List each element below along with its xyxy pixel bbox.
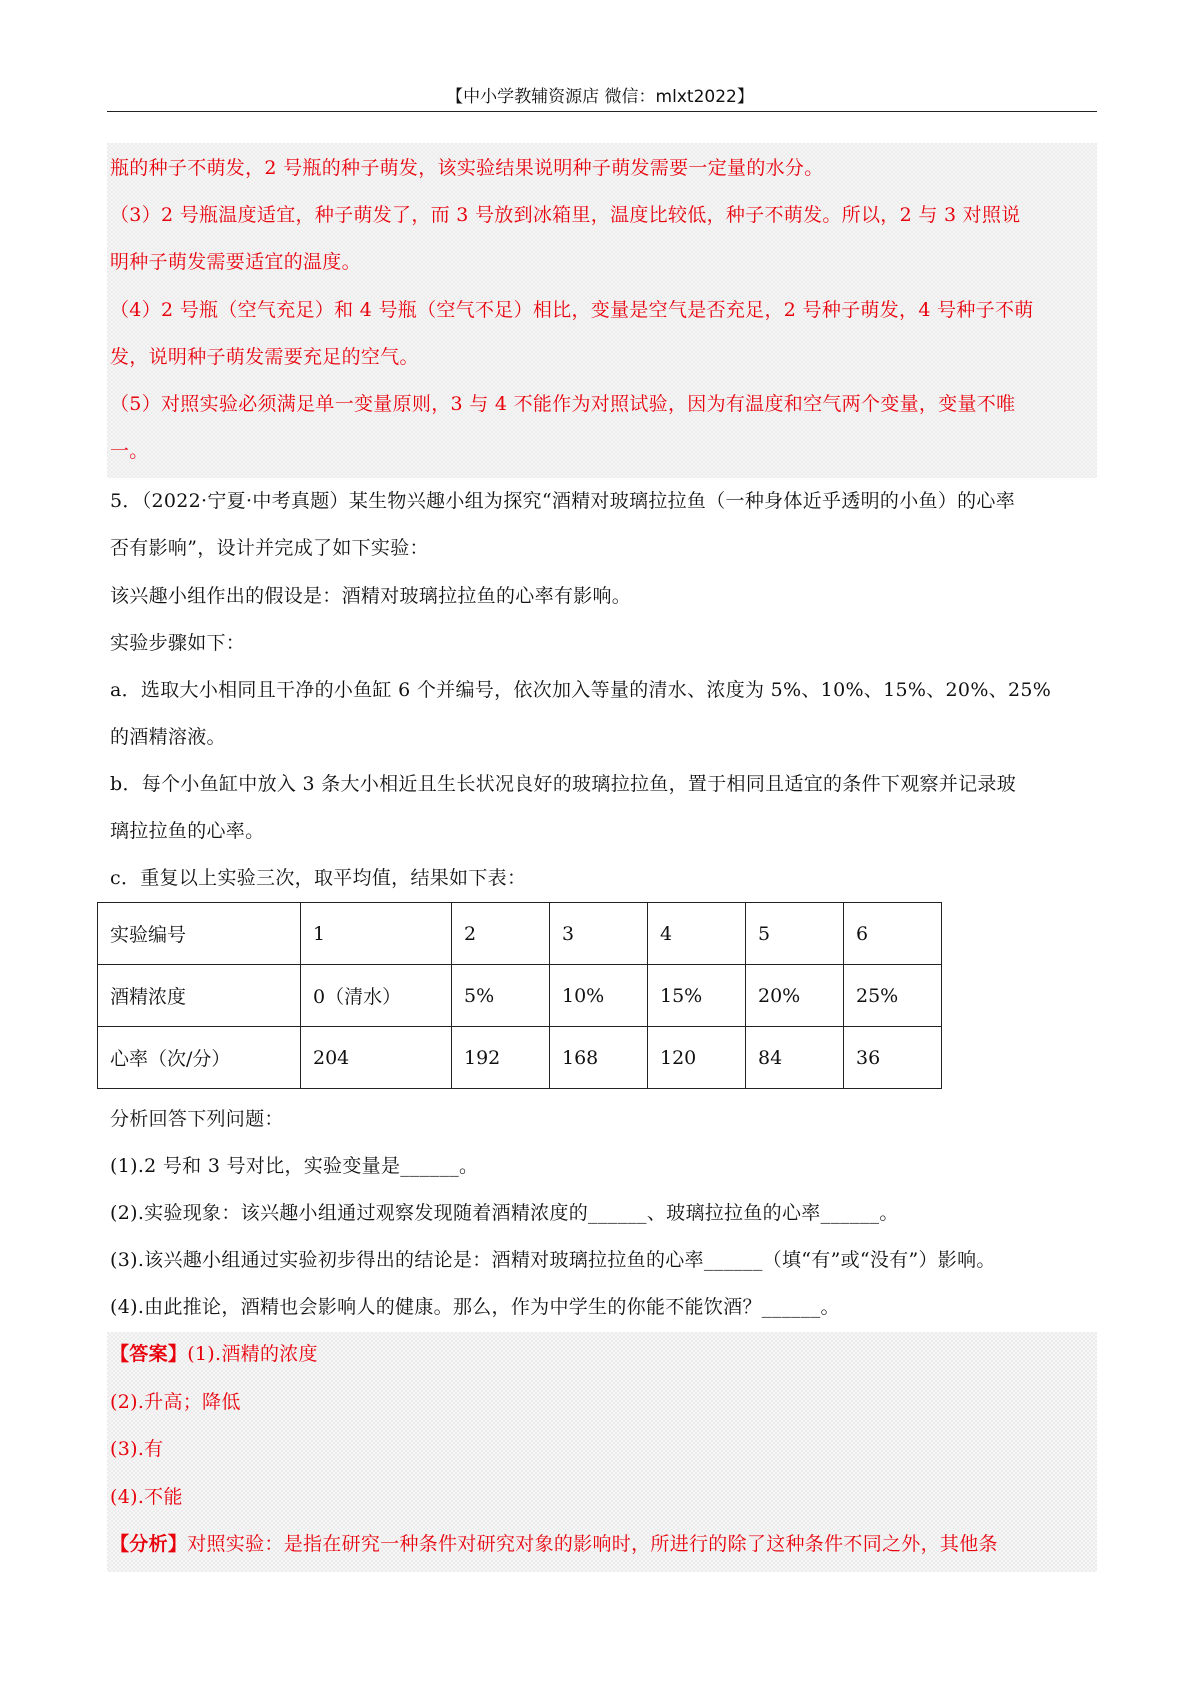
steps-heading: 实验步骤如下： xyxy=(110,632,246,654)
table-cell: 15% xyxy=(648,965,746,1027)
analysis-prompt: 分析回答下列问题： xyxy=(110,1108,284,1130)
step-a: a．选取大小相同且干净的小鱼缸 6 个并编号，依次加入等量的清水、浓度为 5%、10%、15%、20%、25% xyxy=(110,679,1052,701)
table-row xyxy=(98,903,942,965)
answer-line: (2).升高；降低 xyxy=(110,1391,241,1413)
table-cell: 120 xyxy=(648,1027,746,1089)
answer-line: (4).不能 xyxy=(110,1486,183,1508)
hypothesis-text: 该兴趣小组作出的假设是：酒精对玻璃拉拉鱼的心率有影响。 xyxy=(110,585,632,607)
table-cell: 0（清水） xyxy=(301,965,452,1027)
page-header: 【中小学教辅资源店 微信：mlxt2022】 xyxy=(446,87,754,107)
table-cell: 心率（次/分） xyxy=(98,1027,301,1089)
table-cell: 5 xyxy=(746,903,844,965)
sub-question: (1).2 号和 3 号对比，实验变量是______。 xyxy=(110,1155,479,1177)
table-cell: 4 xyxy=(648,903,746,965)
table-cell: 3 xyxy=(550,903,648,965)
analysis-tag: 【分析】 xyxy=(110,1533,188,1555)
table-cell: 25% xyxy=(844,965,942,1027)
table-cell: 204 xyxy=(301,1027,452,1089)
analysis-line xyxy=(110,1531,1100,1557)
table-row xyxy=(98,1027,942,1089)
table-cell: 5% xyxy=(452,965,550,1027)
table-cell: 10% xyxy=(550,965,648,1027)
sub-question: (2).实验现象：该兴趣小组通过观察发现随着酒精浓度的______、玻璃拉拉鱼的心率______。 xyxy=(110,1202,899,1224)
prev-answer-line: 瓶的种子不萌发，2 号瓶的种子萌发，该实验结果说明种子萌发需要一定量的水分。 xyxy=(110,157,824,179)
table-cell: 实验编号 xyxy=(98,903,301,965)
table-cell: 酒精浓度 xyxy=(98,965,301,1027)
table-cell: 2 xyxy=(452,903,550,965)
sub-question: (4).由此推论，酒精也会影响人的健康。那么，作为中学生的你能不能饮酒？______。 xyxy=(110,1296,840,1318)
step-b: b．每个小鱼缸中放入 3 条大小相近且生长状况良好的玻璃拉拉鱼，置于相同且适宜的条件下观察并记录玻 xyxy=(110,773,1017,795)
step-c: c．重复以上实验三次，取平均值，结果如下表： xyxy=(110,867,527,889)
step-b: 璃拉拉鱼的心率。 xyxy=(110,820,265,842)
table-cell: 84 xyxy=(746,1027,844,1089)
analysis-text: 对照实验：是指在研究一种条件对研究对象的影响时，所进行的除了这种条件不同之外，其他条 xyxy=(187,1533,998,1555)
prev-answer-line: 一。 xyxy=(110,440,149,462)
prev-answer-line: （5）对照实验必须满足单一变量原则，3 与 4 不能作为对照试验，因为有温度和空气两个变量，变量不唯 xyxy=(110,393,1016,415)
table-cell: 168 xyxy=(550,1027,648,1089)
prev-answer-line: （4）2 号瓶（空气充足）和 4 号瓶（空气不足）相比，变量是空气是否充足，2 号种子萌发，4 号种子不萌 xyxy=(110,299,1034,321)
prev-answer-line: （3）2 号瓶温度适宜，种子萌发了，而 3 号放到冰箱里，温度比较低，种子不萌发。所以，2 与 3 对照说 xyxy=(110,204,1021,226)
sub-question: (3).该兴趣小组通过实验初步得出的结论是：酒精对玻璃拉拉鱼的心率______（填“有”或“没有”）影响。 xyxy=(110,1249,996,1271)
header-divider xyxy=(107,111,1097,112)
table-cell: 192 xyxy=(452,1027,550,1089)
table-row xyxy=(98,965,942,1027)
answer-text: (1).酒精的浓度 xyxy=(187,1343,318,1365)
table-cell: 1 xyxy=(301,903,452,965)
table-cell: 20% xyxy=(746,965,844,1027)
table-cell: 6 xyxy=(844,903,942,965)
answer-line: (3).有 xyxy=(110,1438,164,1460)
step-a: 的酒精溶液。 xyxy=(110,726,226,748)
question-stem: 否有影响”，设计并完成了如下实验： xyxy=(110,537,429,559)
answer-tag: 【答案】 xyxy=(110,1343,188,1365)
results-table xyxy=(97,902,942,1089)
table-cell: 36 xyxy=(844,1027,942,1089)
prev-answer-line: 发，说明种子萌发需要充足的空气。 xyxy=(110,346,419,368)
answer-line xyxy=(110,1341,1100,1367)
prev-answer-line: 明种子萌发需要适宜的温度。 xyxy=(110,251,361,273)
question-stem: 5．（2022·宁夏·中考真题）某生物兴趣小组为探究“酒精对玻璃拉拉鱼（一种身体近乎透明的小鱼）的心率 xyxy=(110,490,1016,512)
